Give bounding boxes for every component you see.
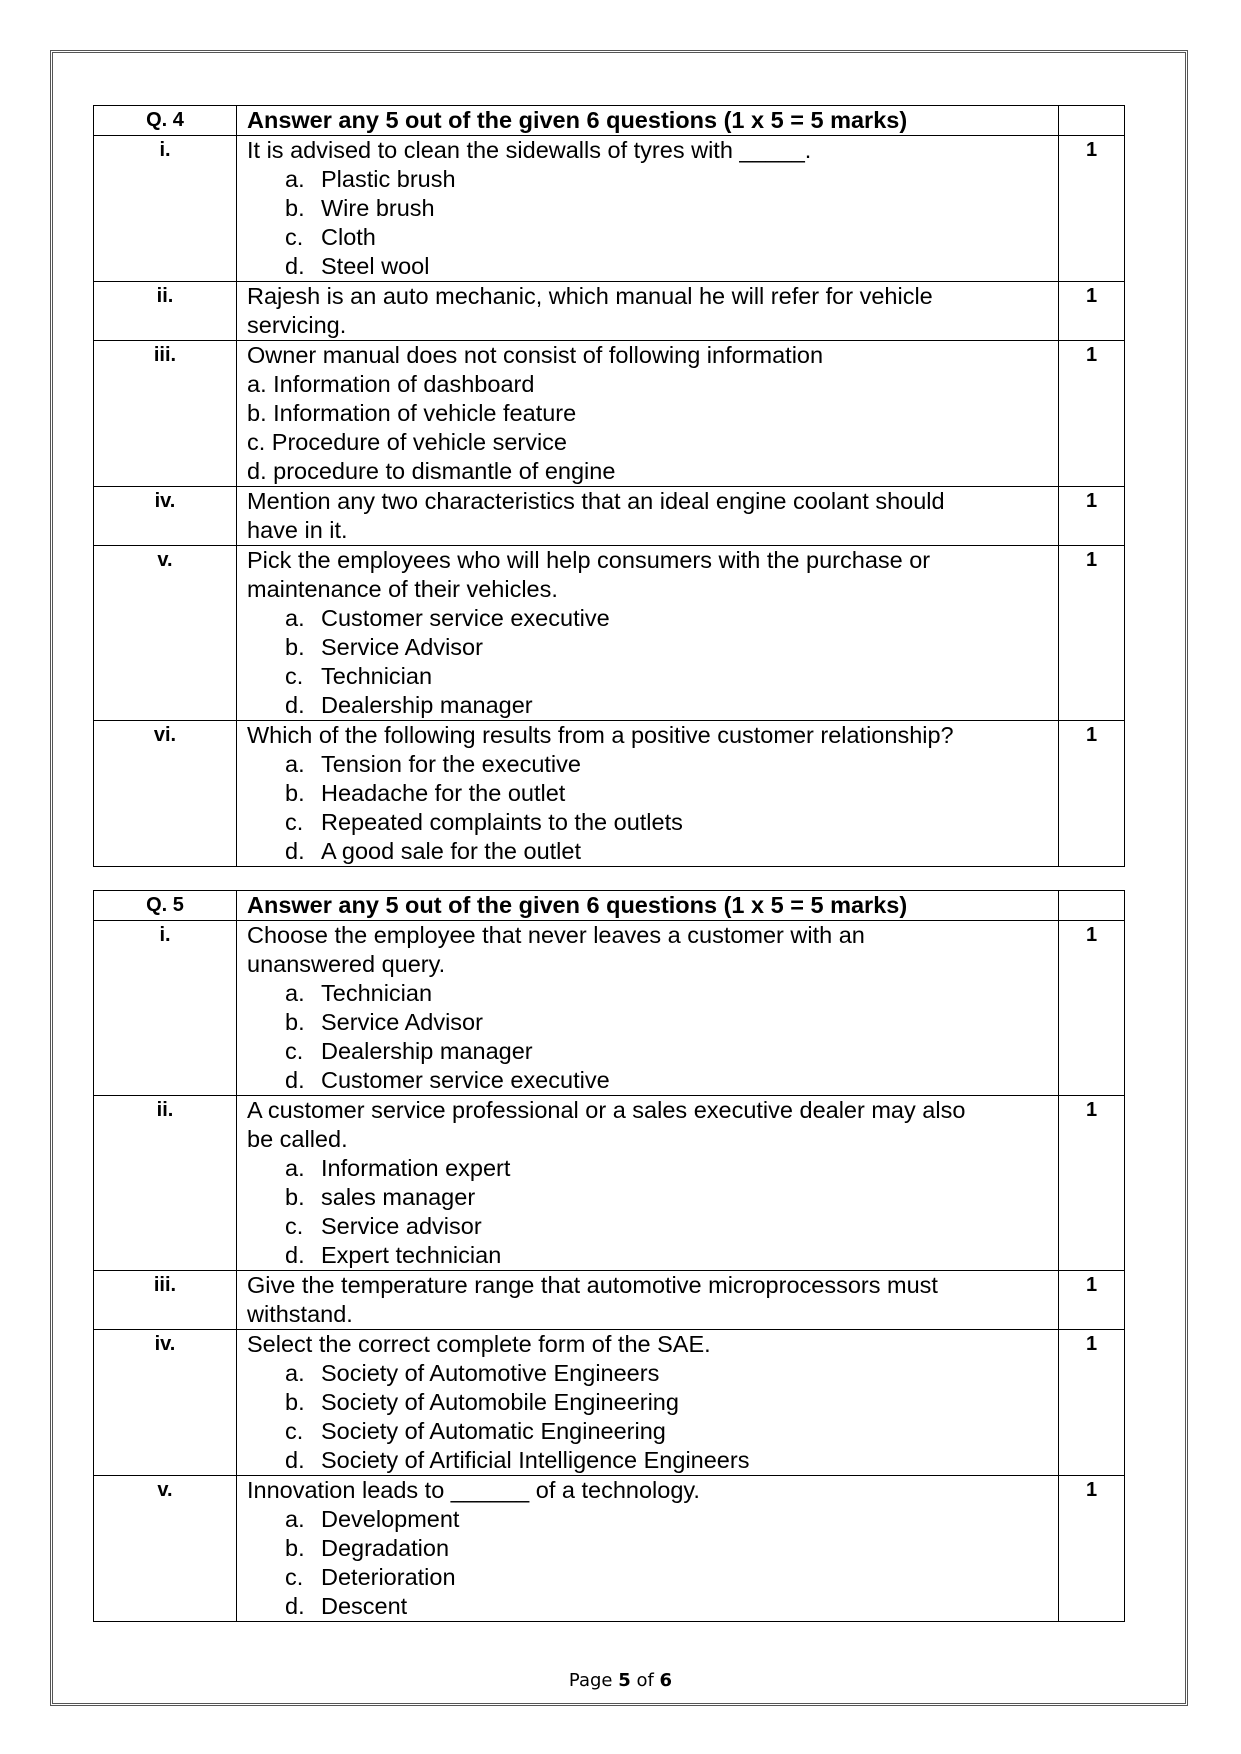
question-row (94, 546, 1125, 721)
option-letter: c. (285, 1213, 304, 1239)
option-text: Cloth (321, 224, 376, 250)
question-text-line: It is advised to clean the sidewalls of tyres with _____. (247, 137, 812, 163)
marks-value: 1 (1059, 1271, 1125, 1330)
option-text: Society of Artificial Intelligence Engineers (321, 1447, 750, 1473)
marks-value: 1 (1059, 546, 1125, 721)
option-item (247, 691, 1058, 720)
marks-value: 1 (1059, 282, 1125, 341)
question-number: i. (94, 136, 237, 282)
option-letter: a. (285, 1155, 305, 1181)
option-text: Technician (321, 663, 433, 689)
question-text-cell (237, 1476, 1059, 1622)
question-row (94, 136, 1125, 282)
question-text-cell (237, 546, 1059, 721)
option-text: A good sale for the outlet (321, 838, 581, 864)
option-text: Information expert (321, 1155, 511, 1181)
option-item (247, 1359, 1058, 1388)
question-number: ii. (94, 282, 237, 341)
question-number: iii. (94, 341, 237, 487)
question-row (94, 1271, 1125, 1330)
marks-value: 1 (1059, 1096, 1125, 1271)
question-text-line: Select the correct complete form of the SAE. (247, 1331, 711, 1357)
question-number: iii. (94, 1271, 237, 1330)
option-item (247, 1241, 1058, 1270)
option-item (247, 633, 1058, 662)
question-text-line: unanswered query. (247, 951, 446, 977)
option-letter: d. (285, 1447, 305, 1473)
question-number: iv. (94, 1330, 237, 1476)
option-item (247, 165, 1058, 194)
option-text: Deterioration (321, 1564, 456, 1590)
question-row (94, 1476, 1125, 1622)
question-text-cell (237, 136, 1059, 282)
option-text: Society of Automobile Engineering (321, 1389, 679, 1415)
option-text: Development (321, 1506, 460, 1532)
option-letter: b. (285, 1009, 305, 1035)
question-text-cell (237, 341, 1059, 487)
option-letter: a. (285, 980, 305, 1006)
question-label: Q. 5 (94, 891, 237, 921)
question-table-q5 (93, 890, 1125, 1622)
option-letter: b. (285, 780, 305, 806)
option-list (247, 979, 1058, 1095)
question-text-line: b. Information of vehicle feature (247, 400, 577, 426)
option-letter: b. (285, 634, 305, 660)
option-item (247, 194, 1058, 223)
option-letter: b. (285, 1184, 305, 1210)
question-row (94, 487, 1125, 546)
option-letter: a. (285, 1360, 305, 1386)
option-letter: d. (285, 1593, 305, 1619)
question-text-line: withstand. (247, 1301, 353, 1327)
option-letter: c. (285, 224, 304, 250)
option-list (247, 165, 1058, 281)
option-item (247, 1008, 1058, 1037)
question-text-line: Give the temperature range that automotive microprocessors must (247, 1272, 938, 1298)
marks-value: 1 (1059, 487, 1125, 546)
q4-header-row (94, 106, 1125, 136)
option-item (247, 979, 1058, 1008)
option-letter: c. (285, 809, 304, 835)
section-instruction: Answer any 5 out of the given 6 questions (1 x 5 = 5 marks) (237, 891, 1059, 921)
option-text: Service advisor (321, 1213, 482, 1239)
marks-value: 1 (1059, 921, 1125, 1096)
question-text-cell (237, 1330, 1059, 1476)
option-item (247, 808, 1058, 837)
question-text-line: c. Procedure of vehicle service (247, 429, 568, 455)
question-text-cell (237, 282, 1059, 341)
option-text: Tension for the executive (321, 751, 581, 777)
option-list (247, 1359, 1058, 1475)
option-letter: a. (285, 751, 305, 777)
question-row (94, 1330, 1125, 1476)
option-item (247, 604, 1058, 633)
question-text-line: servicing. (247, 312, 347, 338)
option-letter: b. (285, 1535, 305, 1561)
option-item (247, 1505, 1058, 1534)
footer-prefix: Page (568, 1670, 619, 1691)
question-number: ii. (94, 1096, 237, 1271)
question-text-cell (237, 1096, 1059, 1271)
question-row (94, 721, 1125, 867)
option-item (247, 252, 1058, 281)
option-letter: a. (285, 1506, 305, 1532)
option-letter: b. (285, 1389, 305, 1415)
footer-page-total: 6 (659, 1670, 673, 1691)
option-text: Plastic brush (321, 166, 456, 192)
question-number: v. (94, 1476, 237, 1622)
question-row (94, 1096, 1125, 1271)
question-text-line: A customer service professional or a sales executive dealer may also (247, 1097, 966, 1123)
option-text: Service Advisor (321, 634, 483, 660)
section-instruction: Answer any 5 out of the given 6 questions (1 x 5 = 5 marks) (237, 106, 1059, 136)
question-row (94, 282, 1125, 341)
option-letter: c. (285, 1418, 304, 1444)
marks-value: 1 (1059, 721, 1125, 867)
question-text-cell (237, 921, 1059, 1096)
option-letter: d. (285, 253, 305, 279)
option-letter: c. (285, 663, 304, 689)
marks-header-cell (1059, 106, 1125, 136)
question-number: i. (94, 921, 237, 1096)
option-item (247, 1446, 1058, 1475)
option-item (247, 1037, 1058, 1066)
option-text: Service Advisor (321, 1009, 483, 1035)
option-text: Degradation (321, 1535, 450, 1561)
option-text: Customer service executive (321, 1067, 610, 1093)
question-number: v. (94, 546, 237, 721)
option-letter: d. (285, 1067, 305, 1093)
option-item (247, 662, 1058, 691)
option-letter: a. (285, 166, 305, 192)
option-item (247, 1066, 1058, 1095)
option-item (247, 1417, 1058, 1446)
marks-value: 1 (1059, 1330, 1125, 1476)
option-text: Dealership manager (321, 1038, 533, 1064)
question-number: iv. (94, 487, 237, 546)
option-text: Wire brush (321, 195, 435, 221)
question-text-cell (237, 721, 1059, 867)
option-letter: c. (285, 1038, 304, 1064)
option-letter: a. (285, 605, 305, 631)
question-text-line: Innovation leads to ______ of a technology. (247, 1477, 700, 1503)
option-text: Steel wool (321, 253, 430, 279)
option-list (247, 604, 1058, 720)
option-letter: d. (285, 838, 305, 864)
option-text: Dealership manager (321, 692, 533, 718)
question-text-line: d. procedure to dismantle of engine (247, 458, 616, 484)
option-text: Headache for the outlet (321, 780, 566, 806)
footer-page-number: 5 (618, 1670, 631, 1691)
question-text-line: a. Information of dashboard (247, 371, 535, 397)
question-text-line: have in it. (247, 517, 348, 543)
question-text-line: Pick the employees who will help consumers with the purchase or (247, 547, 931, 573)
q5-header-row (94, 891, 1125, 921)
question-text-line: Choose the employee that never leaves a customer with an (247, 922, 865, 948)
question-text-line: Mention any two characteristics that an ideal engine coolant should (247, 488, 945, 514)
option-text: Society of Automotive Engineers (321, 1360, 660, 1386)
option-item (247, 1212, 1058, 1241)
option-letter: d. (285, 1242, 305, 1268)
option-text: Repeated complaints to the outlets (321, 809, 683, 835)
option-list (247, 1154, 1058, 1270)
option-item (247, 223, 1058, 252)
option-item (247, 1183, 1058, 1212)
option-text: sales manager (321, 1184, 476, 1210)
option-list (247, 750, 1058, 866)
option-item (247, 1154, 1058, 1183)
question-row (94, 921, 1125, 1096)
option-text: Technician (321, 980, 433, 1006)
marks-value: 1 (1059, 136, 1125, 282)
marks-value: 1 (1059, 341, 1125, 487)
footer-of: of (630, 1670, 660, 1691)
option-item (247, 750, 1058, 779)
option-item (247, 1534, 1058, 1563)
option-item (247, 1592, 1058, 1621)
question-table-q4 (93, 105, 1125, 867)
question-text-line: Rajesh is an auto mechanic, which manual he will refer for vehicle (247, 283, 933, 309)
option-item (247, 837, 1058, 866)
option-item (247, 1563, 1058, 1592)
question-text-line: maintenance of their vehicles. (247, 576, 558, 602)
option-text: Society of Automatic Engineering (321, 1418, 666, 1444)
option-text: Expert technician (321, 1242, 502, 1268)
marks-value: 1 (1059, 1476, 1125, 1622)
question-number: vi. (94, 721, 237, 867)
page-footer (0, 1670, 1241, 1691)
question-text-line: Which of the following results from a positive customer relationship? (247, 722, 954, 748)
option-letter: c. (285, 1564, 304, 1590)
question-text-line: be called. (247, 1126, 348, 1152)
question-text-cell (237, 1271, 1059, 1330)
option-text: Customer service executive (321, 605, 610, 631)
option-item (247, 1388, 1058, 1417)
option-text: Descent (321, 1593, 408, 1619)
option-letter: b. (285, 195, 305, 221)
marks-header-cell (1059, 891, 1125, 921)
question-text-line: Owner manual does not consist of following information (247, 342, 824, 368)
question-text-cell (237, 487, 1059, 546)
question-label: Q. 4 (94, 106, 237, 136)
option-list (247, 1505, 1058, 1621)
question-row (94, 341, 1125, 487)
option-letter: d. (285, 692, 305, 718)
option-item (247, 779, 1058, 808)
